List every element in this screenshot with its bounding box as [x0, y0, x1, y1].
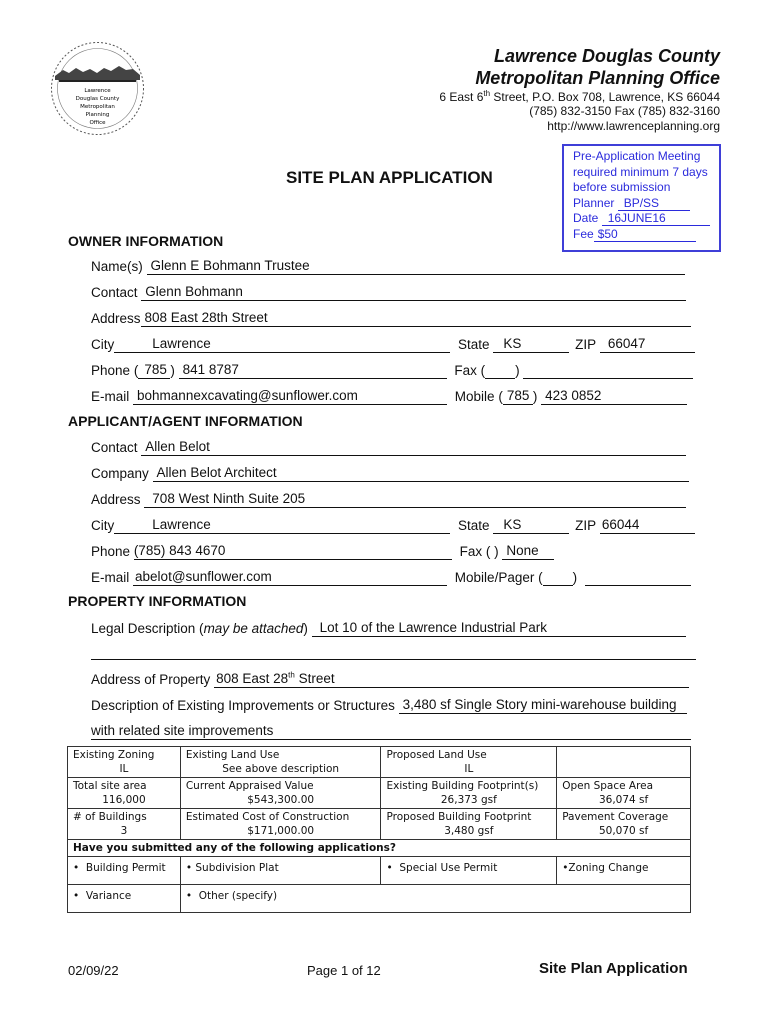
- pavement-coverage-value: 50,070 sf: [598, 825, 649, 837]
- property-legal-label-post: ): [303, 621, 308, 636]
- existing-footprint-label: Existing Building Footprint(s): [386, 780, 539, 792]
- property-desc-row: [91, 696, 687, 714]
- org-address-post: Street, P.O. Box 708, Lawrence, KS 66044: [490, 90, 720, 104]
- table-row: [68, 809, 691, 840]
- property-legal-continuation-line[interactable]: [91, 659, 696, 660]
- existing-zoning-label: Existing Zoning: [73, 749, 155, 761]
- construction-cost-value: $171,000.00: [247, 825, 315, 837]
- pavement-coverage-cell[interactable]: [557, 809, 691, 840]
- property-legal-row: [91, 619, 686, 637]
- existing-zoning-value: IL: [119, 763, 129, 775]
- proposed-land-use-cell[interactable]: [381, 747, 557, 778]
- option-building-permit[interactable]: [68, 857, 181, 885]
- property-address-pre: 808 East 28: [216, 671, 289, 686]
- owner-phone-label: Phone: [91, 363, 131, 378]
- owner-mobile-field[interactable]: 423 0852: [541, 387, 687, 405]
- stamp-date: [573, 211, 719, 227]
- applicant-state-field[interactable]: KS: [493, 516, 569, 534]
- appraised-value-cell[interactable]: [180, 778, 381, 809]
- applicant-fax-label: Fax ( ): [459, 544, 499, 559]
- org-name-line2: Metropolitan Planning Office: [475, 68, 720, 88]
- applicant-city-label: City: [91, 518, 115, 533]
- property-legal-label: [91, 620, 308, 637]
- option-special-use-permit[interactable]: [381, 857, 557, 885]
- owner-address-label: Address: [91, 311, 141, 326]
- stamp-line1: Pre-Application Meeting: [573, 149, 701, 163]
- owner-phone-field[interactable]: 841 8787: [179, 361, 447, 379]
- pavement-coverage-label: Pavement Coverage: [562, 811, 669, 823]
- open-space-label: Open Space Area: [562, 780, 654, 792]
- option-zoning-change-label: Zoning Change: [568, 862, 649, 874]
- proposed-footprint-cell[interactable]: [381, 809, 557, 840]
- bullet-icon: •: [386, 862, 393, 874]
- property-desc-label: Description of Existing Improvements or Structures: [91, 698, 395, 713]
- proposed-footprint-value: 3,480 gsf: [444, 825, 494, 837]
- applicant-company-row: [91, 464, 689, 482]
- footer-date: 02/09/22: [68, 963, 119, 978]
- existing-land-use-cell[interactable]: [180, 747, 381, 778]
- option-building-permit-label: Building Permit: [85, 862, 166, 874]
- footer-doc-title: Site Plan Application: [539, 960, 688, 977]
- applicant-email-row: [91, 568, 691, 586]
- owner-zip-label: ZIP: [575, 337, 597, 352]
- owner-contact-field[interactable]: Glenn Bohmann: [141, 283, 686, 301]
- applicant-address-field[interactable]: 708 West Ninth Suite 205: [144, 490, 686, 508]
- owner-phone-area-field[interactable]: 785: [138, 361, 170, 379]
- stamp-date-label: Date: [573, 211, 602, 225]
- proposed-land-use-label: Proposed Land Use: [386, 749, 487, 761]
- property-desc-field2[interactable]: with related site improvements: [91, 722, 691, 740]
- open-space-value: 36,074 sf: [598, 794, 649, 806]
- applicant-company-field[interactable]: Allen Belot Architect: [153, 464, 689, 482]
- owner-city-row: [91, 335, 695, 353]
- existing-footprint-value: 26,373 gsf: [440, 794, 497, 806]
- open-space-cell[interactable]: [557, 778, 691, 809]
- stamp-fee: [573, 227, 719, 243]
- applicant-zip-field[interactable]: 66044: [600, 516, 695, 534]
- applicant-pager-field[interactable]: [585, 585, 691, 586]
- applications-question: Have you submitted any of the following applications?: [68, 840, 691, 857]
- owner-section-heading: OWNER INFORMATION: [68, 233, 224, 249]
- applicant-city-field[interactable]: Lawrence: [114, 516, 450, 534]
- construction-cost-cell[interactable]: [180, 809, 381, 840]
- owner-phone-row: Phone ( 785 ) 841 8787 Fax ( ): [91, 361, 693, 379]
- num-buildings-label: # of Buildings: [73, 811, 147, 823]
- stamp-planner-value[interactable]: BP/SS: [618, 197, 690, 211]
- applicant-address-label: Address: [91, 492, 141, 507]
- owner-state-field[interactable]: KS: [493, 335, 569, 353]
- applicant-contact-field[interactable]: Allen Belot: [141, 438, 686, 456]
- org-address: [439, 89, 720, 104]
- num-buildings-cell[interactable]: [68, 809, 181, 840]
- existing-land-use-value: See above description: [222, 763, 340, 775]
- stamp-fee-value[interactable]: $50: [594, 228, 696, 242]
- owner-names-row: [91, 257, 685, 275]
- org-phone-fax: (785) 832-3150 Fax (785) 832-3160: [529, 104, 720, 118]
- org-website-link[interactable]: http://www.lawrenceplanning.org: [547, 119, 720, 133]
- page-title: SITE PLAN APPLICATION: [286, 168, 493, 187]
- stamp-fee-label: Fee: [573, 226, 594, 241]
- property-address-sup: th: [288, 670, 295, 680]
- owner-names-field[interactable]: Glenn E Bohmann Trustee: [147, 257, 685, 275]
- applicant-zip-label: ZIP: [575, 518, 597, 533]
- owner-contact-row: [91, 283, 686, 301]
- applicant-city-row: [91, 516, 695, 534]
- property-legal-label-pre: Legal Description (: [91, 621, 204, 636]
- owner-zip-field[interactable]: 66047: [600, 335, 695, 353]
- logo-text-line5: Office: [89, 120, 106, 126]
- property-address-post: Street: [294, 671, 335, 686]
- construction-cost-label: Estimated Cost of Construction: [185, 811, 350, 823]
- logo-text-line1: Lawrence: [84, 88, 111, 94]
- property-data-table: [67, 746, 691, 913]
- property-legal-label-italic: may be attached: [203, 621, 304, 636]
- org-name-line1: Lawrence Douglas County: [493, 46, 720, 66]
- applicant-pager-close: ): [572, 570, 578, 585]
- option-other[interactable]: [180, 885, 690, 913]
- owner-city-label: City: [91, 337, 115, 352]
- applicant-phone-label: Phone: [91, 544, 131, 559]
- owner-names-label: Name(s): [91, 259, 143, 274]
- owner-email-label: E-mail: [91, 389, 130, 404]
- footer-page-number: Page 1 of 12: [307, 963, 381, 978]
- option-variance-label: Variance: [85, 890, 132, 902]
- mpo-logo-seal: [49, 40, 146, 137]
- owner-address-field[interactable]: 808 East 28th Street: [141, 309, 691, 327]
- stamp-line3: before submission: [573, 180, 671, 194]
- owner-mobile-area-field[interactable]: 785: [503, 387, 533, 405]
- applicant-pager-label: Mobile/Pager (: [454, 570, 543, 585]
- option-subdivision-plat-label: Subdivision Plat: [195, 862, 279, 874]
- applicant-address-row: [91, 490, 686, 508]
- applicant-state-label: State: [458, 518, 490, 533]
- applicant-contact-row: [91, 438, 686, 456]
- owner-fax-close: ): [515, 363, 520, 378]
- org-address-pre: 6 East 6: [439, 90, 484, 104]
- bullet-icon: •: [185, 862, 193, 874]
- property-address-field[interactable]: [214, 670, 689, 688]
- table-row: [68, 857, 691, 885]
- bullet-icon: •: [562, 862, 569, 874]
- property-desc-field[interactable]: 3,480 sf Single Story mini-warehouse building: [399, 696, 687, 714]
- stamp-date-value[interactable]: 16JUNE16: [602, 212, 710, 226]
- table-row: [68, 778, 691, 809]
- option-variance[interactable]: [68, 885, 181, 913]
- bullet-icon: •: [73, 890, 80, 902]
- applicant-phone-row: [91, 542, 554, 560]
- stamp-line2: required minimum 7 days: [573, 164, 708, 179]
- applicant-section-heading: APPLICANT/AGENT INFORMATION: [68, 413, 303, 429]
- proposed-footprint-label: Proposed Building Footprint: [386, 811, 532, 823]
- owner-email-row: E-mail bohmannexcavating@sunflower.com Mobile ( 785 ) 423 0852: [91, 387, 687, 405]
- applicant-phone-field[interactable]: (785) 843 4670: [134, 542, 452, 560]
- table-row: [68, 747, 691, 778]
- property-section-heading: PROPERTY INFORMATION: [68, 593, 247, 609]
- stamp-planner: [573, 196, 719, 212]
- owner-address-row: [91, 309, 691, 327]
- logo-text-line4: Planning: [85, 112, 110, 118]
- owner-city-field[interactable]: Lawrence: [114, 335, 450, 353]
- proposed-land-use-value: IL: [464, 763, 474, 775]
- appraised-value-value: $543,300.00: [247, 794, 315, 806]
- num-buildings-value: 3: [120, 825, 128, 837]
- table-row: [68, 840, 691, 857]
- table-row: [68, 885, 691, 913]
- total-site-area-label: Total site area: [73, 780, 147, 792]
- property-address-label: Address of Property: [91, 672, 211, 687]
- appraised-value-label: Current Appraised Value: [185, 780, 314, 792]
- org-address-sup: th: [483, 89, 491, 98]
- applicant-pager-area-field[interactable]: [543, 585, 573, 586]
- owner-state-label: State: [458, 337, 490, 352]
- option-zoning-change[interactable]: [557, 857, 691, 885]
- applicant-email-label: E-mail: [91, 570, 130, 585]
- owner-mobile-label: Mobile (: [454, 389, 503, 404]
- owner-fax-label: Fax (: [454, 363, 486, 378]
- applicant-email-field[interactable]: abelot@sunflower.com: [133, 568, 447, 586]
- total-site-area-cell[interactable]: [68, 778, 181, 809]
- applicant-contact-label: Contact: [91, 440, 138, 455]
- existing-land-use-label: Existing Land Use: [185, 749, 280, 761]
- bullet-icon: •: [73, 862, 80, 874]
- pre-application-stamp: [562, 144, 721, 252]
- owner-contact-label: Contact: [91, 285, 138, 300]
- property-desc-row2: [91, 722, 691, 740]
- property-legal-field[interactable]: Lot 10 of the Lawrence Industrial Park: [312, 619, 686, 637]
- owner-fax-field[interactable]: [523, 378, 693, 379]
- option-other-label: Other (specify): [198, 890, 278, 902]
- empty-cell[interactable]: [557, 747, 691, 778]
- existing-zoning-cell[interactable]: [68, 747, 181, 778]
- logo-text-line3: Metropolitan: [80, 104, 115, 110]
- existing-footprint-cell[interactable]: [381, 778, 557, 809]
- logo-text-line2: Douglas County: [75, 96, 120, 102]
- owner-email-field[interactable]: bohmannexcavating@sunflower.com: [133, 387, 447, 405]
- total-site-area-value: 116,000: [102, 794, 146, 806]
- option-special-use-permit-label: Special Use Permit: [399, 862, 498, 874]
- option-subdivision-plat[interactable]: [180, 857, 381, 885]
- property-address-row: [91, 670, 689, 688]
- bullet-icon: •: [185, 890, 193, 902]
- owner-fax-area-field[interactable]: [485, 378, 515, 379]
- applicant-company-label: Company: [91, 466, 149, 481]
- applicant-fax-field[interactable]: None: [502, 542, 554, 560]
- stamp-planner-label: Planner: [573, 195, 618, 210]
